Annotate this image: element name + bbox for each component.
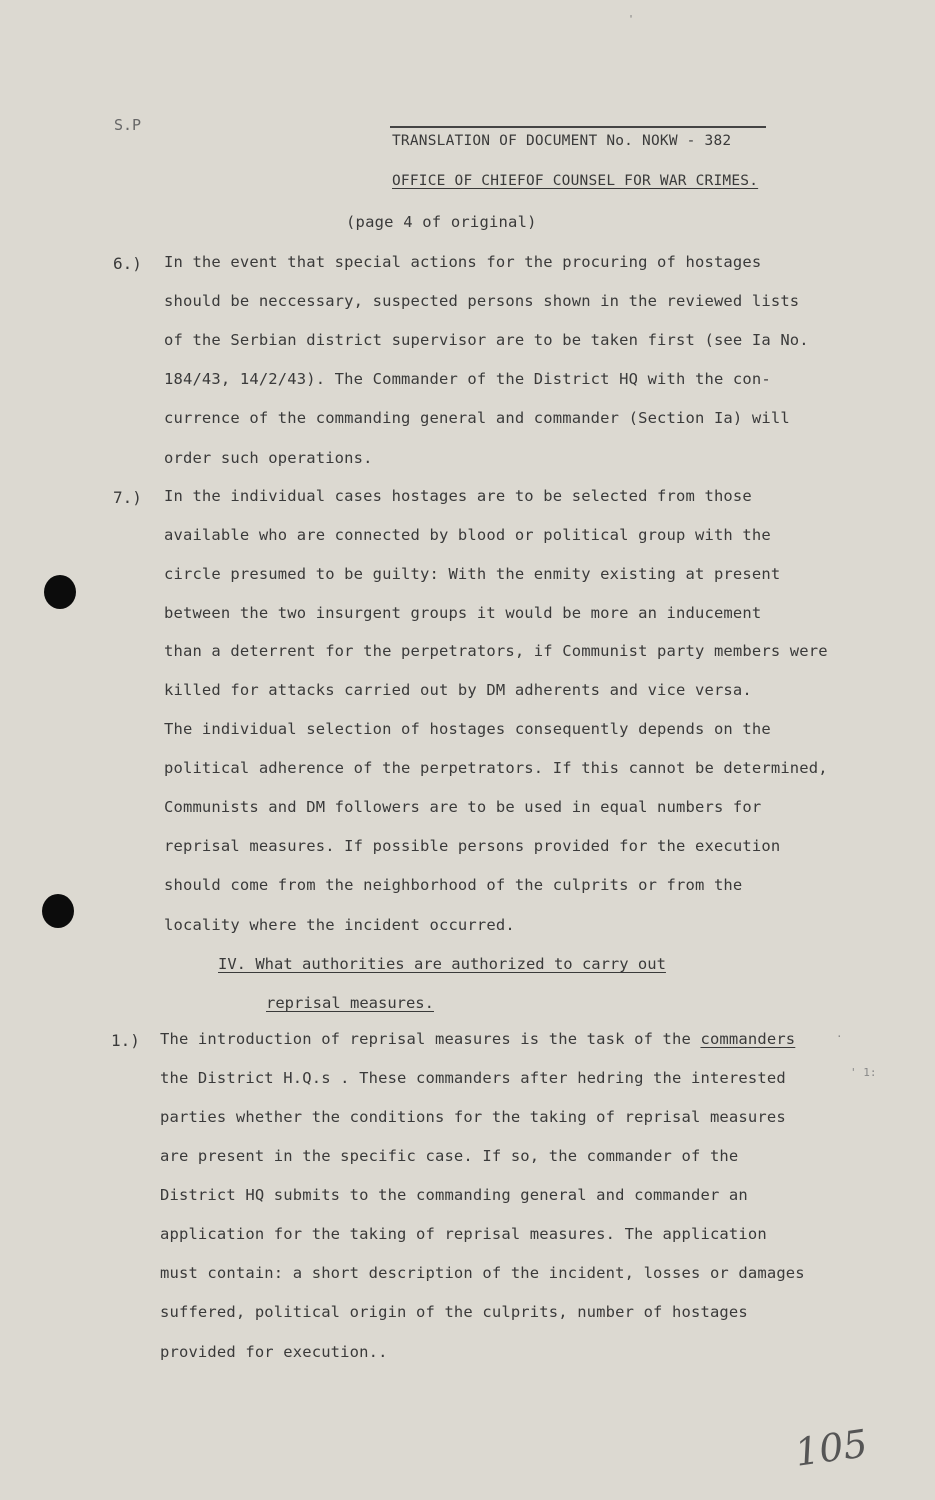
section-iv-heading-cont: reprisal measures. <box>266 994 434 1012</box>
item-7-line: circle presumed to be guilty: With the enmity existing at present <box>164 565 781 583</box>
translation-title: TRANSLATION OF DOCUMENT No. NOKW - 382 <box>392 133 732 149</box>
initials: S.P <box>114 116 142 134</box>
item-6-number: 6.) <box>113 254 142 273</box>
item-1-line: are present in the specific case. If so, the commander of the <box>160 1147 739 1165</box>
section-iv-heading: IV. What authorities are authorized to carry out <box>218 955 666 973</box>
top-mark: ' <box>628 14 635 25</box>
item-1-line: parties whether the conditions for the taking of reprisal measures <box>160 1108 786 1126</box>
item-7-line: political adherence of the perpetrators. If this cannot be determined, <box>164 759 828 777</box>
item-7-line: The individual selection of hostages consequently depends on the <box>164 720 771 738</box>
handwritten-page-number: 105 <box>792 1421 871 1475</box>
item-7-number: 7.) <box>113 488 142 507</box>
office-title: OFFICE OF CHIEFOF COUNSEL FOR WAR CRIMES. <box>392 173 759 189</box>
item-1-line-text: The introduction of reprisal measures is the task of the <box>160 1030 701 1048</box>
item-1-line: must contain: a short description of the incident, losses or damages <box>160 1264 805 1282</box>
item-6-line: In the event that special actions for the procuring of hostages <box>164 253 762 271</box>
item-7-line: locality where the incident occurred. <box>164 916 515 934</box>
item-1-line: the District H.Q.s . These commanders after hedring the interested <box>160 1069 786 1087</box>
item-7-line: than a deterrent for the perpetrators, if Communist party members were <box>164 642 828 660</box>
item-1-line: application for the taking of reprisal measures. The application <box>160 1225 767 1243</box>
item-7-line: In the individual cases hostages are to be selected from those <box>164 487 752 505</box>
item-6-line: 184/43, 14/2/43). The Commander of the District HQ with the con- <box>164 370 771 388</box>
binder-hole <box>42 894 74 928</box>
margin-mark: ' 1: <box>850 1066 877 1079</box>
item-7-line: should come from the neighborhood of the culprits or from the <box>164 876 743 894</box>
header-rule <box>390 126 766 128</box>
item-7-line: Communists and DM followers are to be used in equal numbers for <box>164 798 762 816</box>
item-7-line: killed for attacks carried out by DM adherents and vice versa. <box>164 681 752 699</box>
item-6-line: should be neccessary, suspected persons shown in the reviewed lists <box>164 292 800 310</box>
item-1-line <box>160 1030 795 1048</box>
item-1-underlined-word: commanders <box>700 1030 796 1048</box>
page-reference: (page 4 of original) <box>346 213 537 231</box>
binder-hole <box>44 575 76 609</box>
item-7-line: reprisal measures. If possible persons provided for the execution <box>164 837 781 855</box>
margin-mark: · <box>836 1030 843 1043</box>
item-7-line: between the two insurgent groups it would be more an inducement <box>164 604 762 622</box>
item-1-line: District HQ submits to the commanding general and commander an <box>160 1186 748 1204</box>
item-1-line: suffered, political origin of the culprits, number of hostages <box>160 1303 748 1321</box>
item-7-line: available who are connected by blood or political group with the <box>164 526 771 544</box>
item-1-line: provided for execution.. <box>160 1343 388 1361</box>
item-1-number: 1.) <box>111 1031 140 1050</box>
item-6-line: currence of the commanding general and commander (Section Ia) will <box>164 409 790 427</box>
item-6-line: order such operations. <box>164 449 373 467</box>
item-6-line: of the Serbian district supervisor are to be taken first (see Ia No. <box>164 331 809 349</box>
